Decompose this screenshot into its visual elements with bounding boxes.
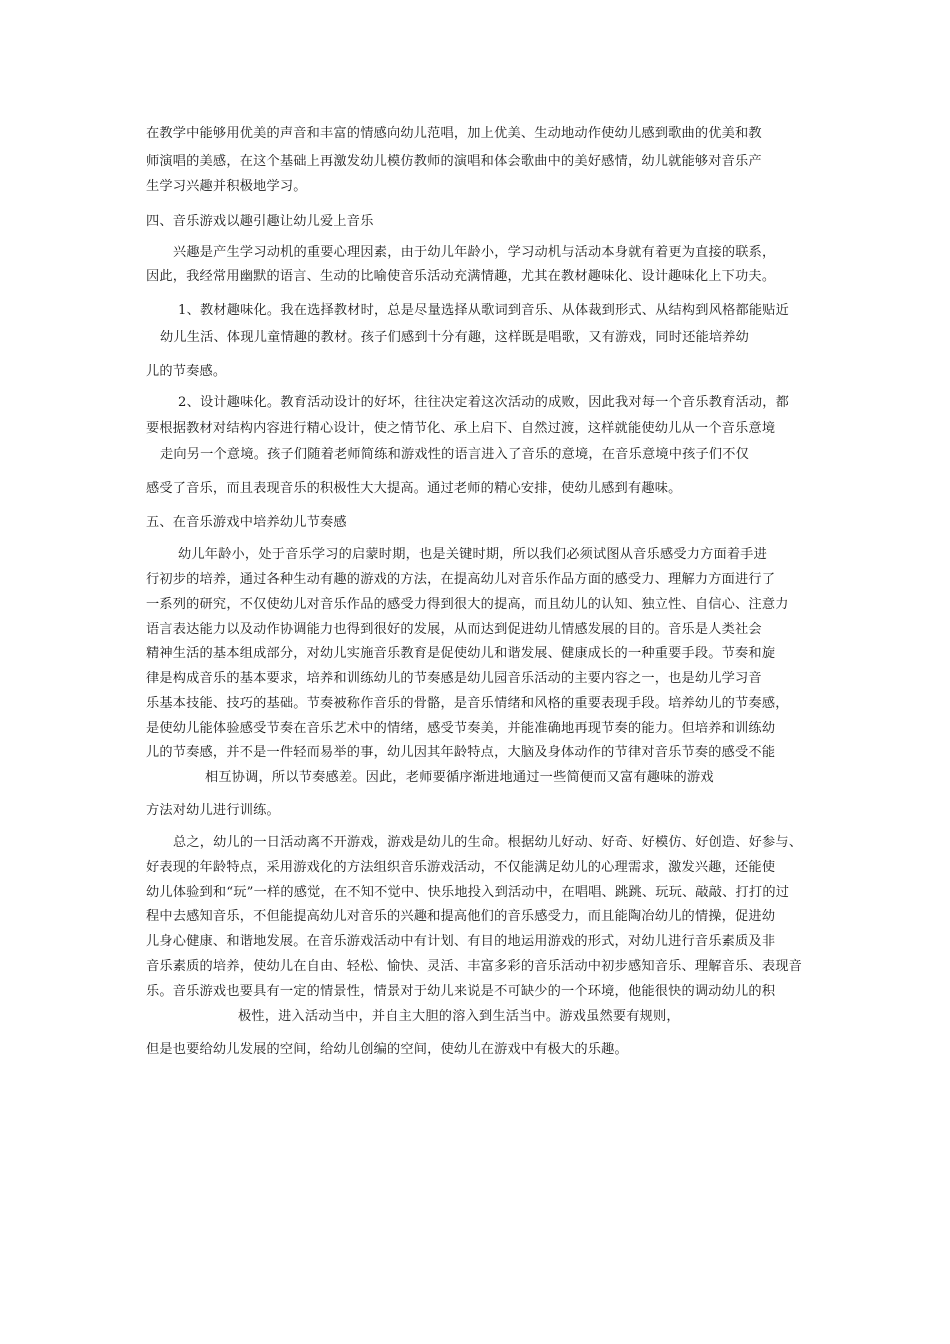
body-text-line: 好表现的年龄特点，采用游戏化的方法组织音乐游戏活动，不仅能满足幼儿的心理需求，激发兴趣，还能使 [146,860,776,875]
body-text-line: 相互协调，所以节奏感差。因此，老师要循序渐进地通过一些简便而又富有趣味的游戏 [205,770,714,785]
body-text-line: 方法对幼儿进行训练。 [146,803,280,818]
section-heading: 五、在音乐游戏中培养幼儿节奏感 [146,515,347,530]
body-text-line: 要根据教材对结构内容进行精心设计，使之情节化、承上启下、自然过渡，这样就能使幼儿从一个音乐意境 [146,421,776,436]
body-text-line: 语言表达能力以及动作协调能力也得到很好的发展，从而达到促进幼儿情感发展的目的。音乐是人类社会 [146,622,762,637]
body-text-line: 行初步的培养，通过各种生动有趣的游戏的方法，在提高幼儿对音乐作品方面的感受力、理解力方面进行了 [146,572,776,587]
body-text-line: 音乐素质的培养，使幼儿在自由、轻松、愉快、灵活、丰富多彩的音乐活动中初步感知音乐、理解音乐、表现音 [146,959,802,974]
body-text-line: 幼儿年龄小，处于音乐学习的启蒙时期，也是关键时期，所以我们必须试图从音乐感受力方面着手进 [178,547,768,562]
body-text-line: 一系列的研究，不仅使幼儿对音乐作品的感受力得到很大的提高，而且幼儿的认知、独立性、自信心、注意力 [146,597,789,612]
body-text-line: 1、教材趣味化。我在选择教材时，总是尽量选择从歌词到音乐、从体裁到形式、从结构到风格都能贴近 [178,303,790,318]
body-text-line: 幼儿生活、体现儿童情趣的教材。孩子们感到十分有趣，这样既是唱歌，又有游戏，同时还能培养幼 [160,330,750,345]
body-text-line: 程中去感知音乐，不但能提高幼儿对音乐的兴趣和提高他们的音乐感受力，而且能陶冶幼儿的情操，促进幼 [146,909,776,924]
body-text-line: 师演唱的美感，在这个基础上再激发幼儿模仿教师的演唱和体会歌曲中的美好感情，幼儿就能够对音乐产 [146,154,762,169]
body-text-line: 感受了音乐，而且表现音乐的积极性大大提高。通过老师的精心安排，使幼儿感到有趣味。 [146,481,682,496]
body-text-line: 兴趣是产生学习动机的重要心理因素，由于幼儿年龄小，学习动机与活动本身就有着更为直接的联系， [173,245,776,260]
body-text-line: 走向另一个意境。孩子们随着老师简练和游戏性的语言进入了音乐的意境，在音乐意境中孩子们不仅 [160,447,750,462]
body-text-line: 因此，我经常用幽默的语言、生动的比喻使音乐活动充满情趣，尤其在教材趣味化、设计趣味化上下功夫。 [146,269,776,284]
body-text-line: 精神生活的基本组成部分，对幼儿实施音乐教育是促使幼儿和谐发展、健康成长的一种重要手段。节奏和旋 [146,646,776,661]
body-text-line: 儿身心健康、和谐地发展。在音乐游戏活动中有计划、有目的地运用游戏的形式，对幼儿进行音乐素质及非 [146,934,776,949]
body-text-line: 在教学中能够用优美的声音和丰富的情感向幼儿范唱，加上优美、生动地动作使幼儿感到歌曲的优美和教 [146,126,762,141]
body-text-line: 儿的节奏感，并不是一件轻而易举的事，幼儿因其年龄特点，大脑及身体动作的节律对音乐节奏的感受不能 [146,745,776,760]
body-text-line: 但是也要给幼儿发展的空间，给幼儿创编的空间，使幼儿在游戏中有极大的乐趣。 [146,1042,628,1057]
body-text-line: 2、设计趣味化。教育活动设计的好坏，往往决定着这次活动的成败，因此我对每一个音乐教育活动，都 [178,395,790,410]
body-text-line: 乐基本技能、技巧的基础。节奏被称作音乐的骨骼，是音乐情绪和风格的重要表现手段。培养幼儿的节奏感， [146,696,789,711]
body-text-line: 儿的节奏感。 [146,364,227,379]
body-text-line: 乐。音乐游戏也要具有一定的情景性，情景对于幼儿来说是不可缺少的一个环境，他能很快的调动幼儿的积 [146,984,776,999]
body-text-line: 是使幼儿能体验感受节奏在音乐艺术中的情绪，感受节奏美，并能准确地再现节奏的能力。但培养和训练幼 [146,721,776,736]
body-text-line: 总之，幼儿的一日活动离不开游戏，游戏是幼儿的生命。根据幼儿好动、好奇、好模仿、好创造、好参与、 [173,835,803,850]
body-text-line: 极性，进入活动当中，并自主大胆的溶入到生活当中。游戏虽然要有规则， [238,1009,680,1024]
section-heading: 四、音乐游戏以趣引趣让幼儿爱上音乐 [146,214,374,229]
body-text-line: 律是构成音乐的基本要求，培养和训练幼儿的节奏感是幼儿园音乐活动的主要内容之一，也是幼儿学习音 [146,671,762,686]
body-text-line: 生学习兴趣并积极地学习。 [146,179,307,194]
body-text-line: 幼儿体验到和“玩”一样的感觉，在不知不觉中、快乐地投入到活动中，在唱唱、跳跳、玩玩、敲敲、打打的过 [146,885,790,900]
